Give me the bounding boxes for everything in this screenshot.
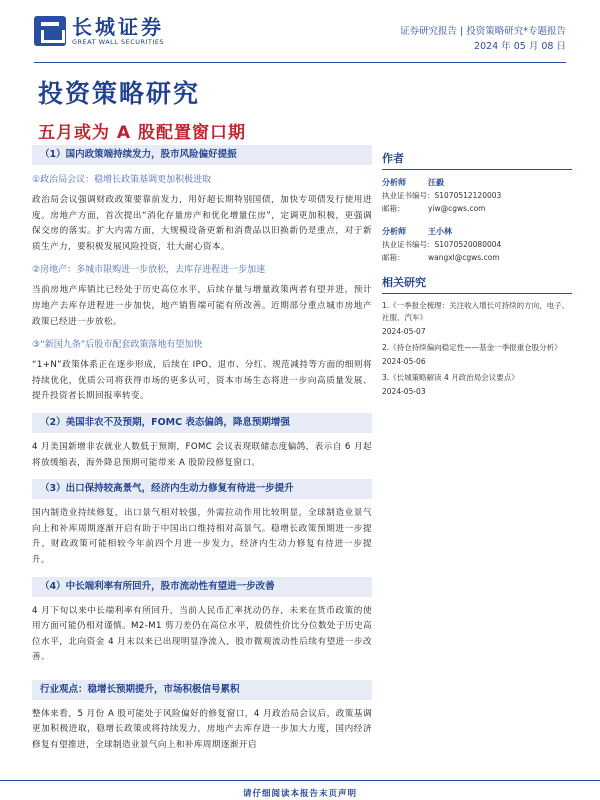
related-research-heading: 相关研究 xyxy=(382,274,572,294)
page-title: 投资策略研究 xyxy=(38,79,201,108)
paragraph: “1+N”政策体系正在逐步形成，后续在 IPO、退市、分红、规范减持等方面的细则将持续优化，优质公司将获得市场的更多认可，资本市场生态将进一步向高质量发展、提升投资者长期回报率转变。 xyxy=(32,360,372,402)
analyst-role: 分析师 xyxy=(382,178,406,187)
company-logo xyxy=(34,16,164,46)
footer-disclaimer: 请仔细阅读本报告末页声明 xyxy=(242,789,357,799)
report-type: 证券研究报告 | 投资策略研究*专题报告 xyxy=(400,26,566,37)
email-link[interactable]: wangxl@cgws.com xyxy=(428,253,500,262)
related-report-date: 2024-05-07 xyxy=(382,327,426,336)
paragraph: 4 月下旬以来中长端利率有所回升，当前人民币汇率扰动仍存，未来在货币政策的使用方面可能仍相对谨慎。M2-M1 剪刀差仍在高位水平，股债性价比分位数处于历史高位水平，北向资金 4 月末以来已出现明显净流入，股市微观流动性后续有望进一步改善。 xyxy=(32,605,372,663)
related-report-date: 2024-05-06 xyxy=(382,357,426,366)
subsection-heading: ②房地产：多城市限购进一步放松，去库存进程进一步加速 xyxy=(32,265,266,276)
page-footer xyxy=(0,780,600,800)
section-heading: （1）国内政策端持续发力，股市风险偏好提振 xyxy=(32,145,372,165)
header-meta xyxy=(400,24,566,54)
header-divider xyxy=(34,62,566,63)
analyst-name: 王小林 xyxy=(428,227,452,236)
section-heading: （2）美国非农不及预期，FOMC 表态偏鸽，降息预期增强 xyxy=(32,413,372,433)
analyst-email: 邮箱： wangxl@cgws.com xyxy=(382,253,500,262)
main-content xyxy=(32,145,372,754)
related-report-link[interactable]: 3.《长城策略解读 4 月政治局会议要点》 xyxy=(382,373,519,382)
email-link[interactable]: yiw@cgws.com xyxy=(428,204,486,213)
logo-cn-text: 长城证券 xyxy=(72,15,164,39)
paragraph: 整体来看，5 月份 A 股可能处于风险偏好的修复窗口，4 月政治局会议后，政策基调更加积极进取，稳增长政策或将持续发力，房地产去库存进一步加大力度，国内经济修复有望推进，全球制造业景气向上和补库周期逐渐开启 xyxy=(32,708,372,751)
authors-heading: 作者 xyxy=(382,150,572,170)
paragraph: 4 月美国新增非农就业人数低于预期，FOMC 会议表现联储态度偏鸽，表示自 6 月起将放缓缩表，海外降息预期可能带来 A 股阶段修复窗口。 xyxy=(32,441,372,468)
section-heading: （4）中长端利率有所回升，股市流动性有望进一步改善 xyxy=(32,577,372,597)
analyst-name-row xyxy=(382,225,572,238)
analyst-cert: 执业证书编号：S1070512120003 xyxy=(382,191,502,200)
subsection-heading: ①政治局会议：稳增长政策基调更加积极进取 xyxy=(32,175,212,185)
logo-en-text: GREAT WALL SECURITIES xyxy=(72,38,165,46)
report-date: 2024 年 05 月 08 日 xyxy=(474,41,566,52)
analyst-cert: 执业证书编号：S1070520080004 xyxy=(382,240,502,249)
section-heading: （3）出口保持较高景气，经济内生动力修复有待进一步提升 xyxy=(32,479,372,499)
paragraph: 政治局会议强调财政政策要靠前发力，用好超长期特别国债，加快专项债发行使用进度。房地产方面，首次提出“消化存量房产和优化增量住房”，定调更加积极，更强调保交房的落实。扩大内需方面，大规模设备更新和消费品以旧换新仍是重点，对于新质生产力，要积极发展风险投资，壮大耐心资本。 xyxy=(32,195,372,252)
analyst-role: 分析师 xyxy=(382,227,406,236)
paragraph: 国内制造业持续修复，出口景气相对较强，外需拉动作用比较明显，全球制造业景气向上和补库周期逐渐开启有助于中国出口维持相对高景气。稳增长政策预期进一步提升，财政政策可能相较今年前四个月进一步发力，经济内生动力修复有待进一步提升。 xyxy=(32,508,372,565)
paragraph: 当前房地产库销比已经处于历史高位水平，后续存量与增量政策两者有望并进，预计房地产去库存进程进一步加快，地产销售端可能有所改善。近期部分重点城市房地产政策已经进一步放松。 xyxy=(32,285,372,327)
analyst-name-row xyxy=(382,176,572,189)
report-subtitle: 五月或为 A 股配置窗口期 xyxy=(38,123,246,143)
sidebar xyxy=(382,150,572,402)
related-report-link[interactable]: 1.《一季报全梳理：关注收入增长可持续的方向，电子、社服、汽车》 xyxy=(382,301,570,322)
related-report-link[interactable]: 2.《持仓持续偏向稳定性——基金一季报重仓股分析》 xyxy=(382,343,562,352)
report-header xyxy=(0,0,600,62)
section-heading: 行业观点：稳增长预期提升，市场积极信号累积 xyxy=(32,680,372,700)
analyst-name: 汪毅 xyxy=(428,178,444,187)
great-wall-logo-icon xyxy=(34,16,66,46)
related-report-date: 2024-05-03 xyxy=(382,387,426,396)
subsection-heading: ③“新国九条”后股市配套政策落地有望加快 xyxy=(32,340,203,351)
analyst-email: 邮箱： yiw@cgws.com xyxy=(382,204,486,213)
